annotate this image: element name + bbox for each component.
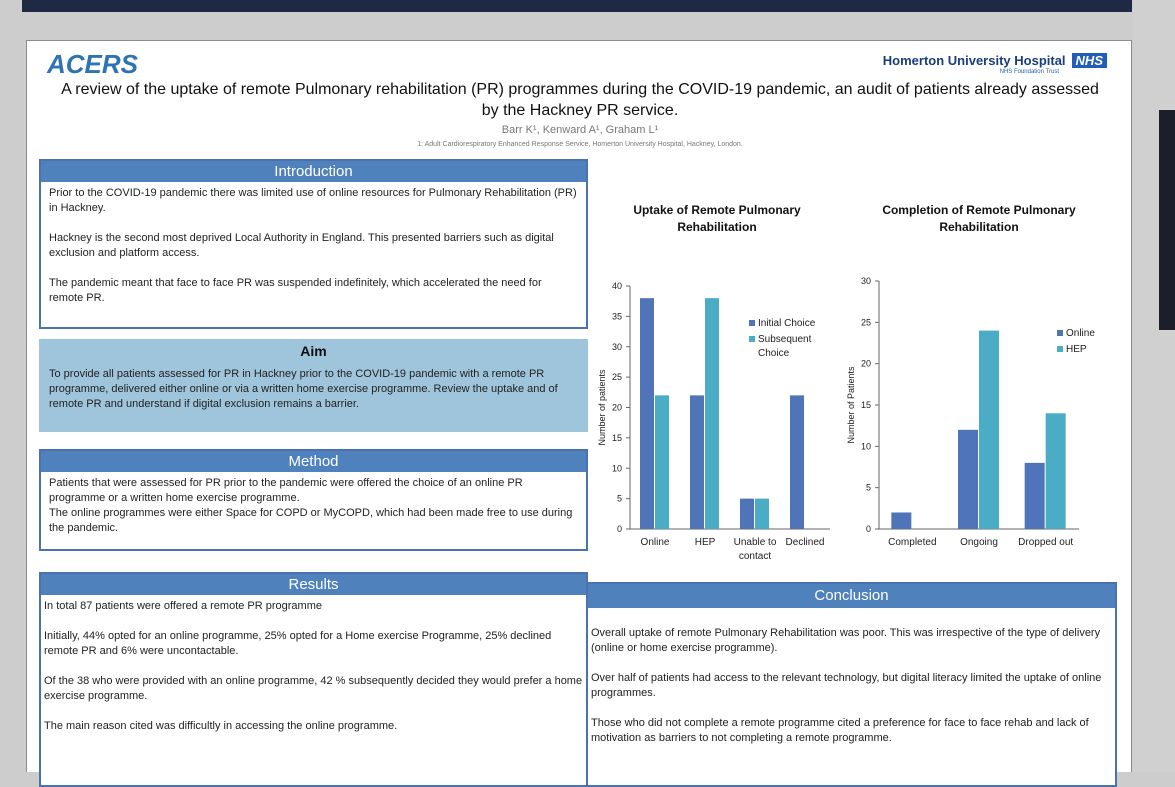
x-tick-label: Ongoing [960,537,998,548]
bar-hep [979,331,999,529]
y-tick-label: 40 [611,281,622,291]
right-edge-dark-strip [1159,110,1175,330]
x-tick-label: Declined [785,537,825,548]
results-section [39,572,588,787]
introduction-heading: Introduction [41,161,586,182]
acers-logo [47,49,138,79]
uptake-chart [587,196,837,562]
conclusion-section [586,582,1117,787]
bar-subsequent-choice [705,298,719,529]
legend-label: HEP [1066,344,1087,355]
y-axis-label: Number of patients [597,369,607,446]
bar-online [1025,463,1045,529]
y-tick-label: 15 [611,432,622,443]
y-tick-label: 25 [611,372,622,383]
y-tick-label: 15 [860,400,871,410]
y-tick-label: 5 [616,493,622,504]
completion-chart [839,196,1109,548]
bar-hep [1046,413,1066,529]
y-tick-label: 20 [611,402,622,413]
bar-initial-choice [790,395,804,529]
acers-logo-text: ACERS [47,48,139,79]
results-paragraph-3: Of the 38 who were provided with an online programme, 42 % subsequently decided they would prefer a home exercise programme. [44,675,583,702]
introduction-paragraph-3: The pandemic meant that face to face PR was suspended indefinitely, which accelerated the need for remote PR. [49,277,542,304]
legend-label: Subsequent [758,334,812,345]
bar-initial-choice [740,499,754,529]
aim-text: To provide all patients assessed for PR in Hackney prior to the COVID-19 pandemic with a remote PR programme, delivered either online or via a written home exercise programme. Review the uptake and of remote PR and understand if digital exclusion remains a barrier. [49,368,558,410]
chart-title-line-2: Rehabilitation [677,220,757,234]
introduction-section [39,159,588,329]
y-axis-label: Number of Patients [846,366,856,444]
legend-swatch [749,320,755,326]
poster-title [47,79,1113,121]
right-edge-background [1133,0,1175,772]
method-paragraph-2: The online programmes were either Space for COPD or MyCOPD, which had been made free to use during the pandemic. [49,507,573,534]
method-heading: Method [41,451,586,472]
x-tick-label: Online [640,537,670,548]
legend-label: Initial Choice [758,318,816,329]
legend-label: Choice [758,348,790,359]
bar-subsequent-choice [755,499,769,529]
x-tick-label: contact [738,551,772,562]
y-tick-label: 5 [865,482,871,493]
conclusion-paragraph-3: Those who did not complete a remote programme cited a preference for face to face rehab and lack of motivation as barriers to not completing a remote programme. [591,717,1089,744]
affiliation: 1: Adult Cardiorespiratory Enhanced Response Service, Homerton University Hospital, Hackney, London. [417,141,743,148]
legend-swatch [1057,346,1063,352]
y-tick-label: 0 [616,524,622,534]
chart-title-line-1: Uptake of Remote Pulmonary [633,203,801,217]
y-tick-label: 30 [860,276,871,286]
aim-section [39,339,588,432]
results-paragraph-1: In total 87 patients were offered a remote PR programme [44,600,322,612]
chart-title-line-1: Completion of Remote Pulmonary [882,203,1076,217]
conclusion-paragraph-1: Overall uptake of remote Pulmonary Rehabilitation was poor. This was irrespective of the type of delivery (online or home exercise programme). [591,627,1101,654]
y-tick-label: 30 [611,341,622,352]
x-tick-label: Dropped out [1018,537,1074,548]
nhs-logo: NHS [1072,53,1107,68]
bar-initial-choice [690,395,704,529]
legend-label: Online [1066,328,1095,339]
poster [26,40,1132,772]
y-tick-label: 0 [865,524,871,534]
y-tick-label: 35 [611,311,622,322]
bar-online [891,512,911,529]
aim-heading: Aim [300,343,327,359]
results-paragraph-4: The main reason cited was difficultly in accessing the online programme. [44,720,398,732]
top-dark-bar [22,0,1132,12]
y-tick-label: 20 [860,358,871,369]
conclusion-paragraph-2: Over half of patients had access to the relevant technology, but digital literacy limited the uptake of online programmes. [591,672,1102,699]
hospital-name: Homerton University Hospital [882,53,1066,68]
legend-swatch [1057,330,1063,336]
title-line-2: by the Hackney PR service. [481,102,679,119]
bar-initial-choice [640,298,654,529]
y-tick-label: 25 [860,317,871,328]
bar-subsequent-choice [655,395,669,529]
introduction-paragraph-2: Hackney is the second most deprived Local Authority in England. This presented barriers such as digital exclusion and platform access. [49,232,554,259]
introduction-paragraph-1: Prior to the COVID-19 pandemic there was limited use of online resources for Pulmonary Rehabilitation (PR) in Hackney. [49,187,577,214]
y-tick-label: 10 [860,441,871,452]
results-heading: Results [41,574,586,595]
trust-name: NHS Foundation Trust [999,69,1059,75]
nhs-header [883,53,1107,75]
method-section [39,449,588,551]
results-paragraph-2: Initially, 44% opted for an online programme, 25% opted for a Home exercise Programme, 25% declined remote PR and 6% were uncontactable. [44,630,552,657]
conclusion-heading: Conclusion [588,584,1115,608]
authors: Barr K¹, Kenward A¹, Graham L¹ [501,124,659,136]
y-tick-label: 10 [611,463,622,474]
method-paragraph-1: Patients that were assessed for PR prior to the pandemic were offered the choice of an online PR programme or a written home exercise programme. [49,477,523,504]
bar-online [958,430,978,529]
title-line-1: A review of the uptake of remote Pulmonary rehabilitation (PR) programmes during the COVID-19 pandemic, an audit of patients already assessed [61,81,1099,98]
x-tick-label: Unable to [733,537,777,548]
x-tick-label: Completed [888,537,937,548]
legend-swatch [749,336,755,342]
chart-title-line-2: Rehabilitation [939,220,1019,234]
x-tick-label: HEP [694,537,716,548]
